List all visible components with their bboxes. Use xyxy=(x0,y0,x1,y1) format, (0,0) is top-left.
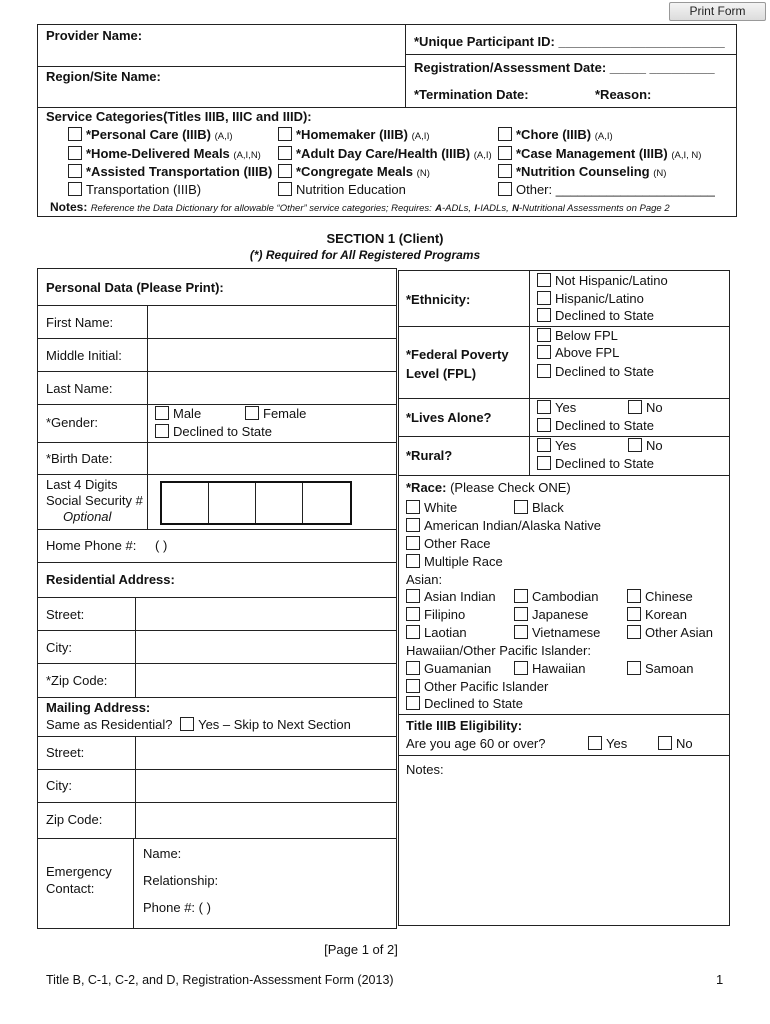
checkbox[interactable] xyxy=(406,696,420,710)
checkbox[interactable] xyxy=(537,345,551,359)
ethnicity-option[interactable]: Declined to State xyxy=(537,308,654,323)
service-assisted-transportation[interactable]: *Assisted Transportation (IIIB) xyxy=(68,164,272,179)
checkbox[interactable] xyxy=(537,308,551,322)
unique-participant-id-label: *Unique Participant ID: _______________________ xyxy=(414,34,725,49)
checkbox[interactable] xyxy=(498,127,512,141)
termination-date-label: *Termination Date: xyxy=(414,87,529,102)
service-congregate-meals[interactable]: *Congregate Meals (N) xyxy=(278,164,430,179)
mailing-zip-label: Zip Code: xyxy=(46,812,103,827)
registration-date-label: Registration/Assessment Date: _____ _________ xyxy=(414,60,715,75)
checkbox[interactable] xyxy=(498,146,512,160)
checkbox[interactable] xyxy=(406,554,420,568)
rural-no[interactable]: No xyxy=(628,438,663,453)
service-nutrition-counseling[interactable]: *Nutrition Counseling (N) xyxy=(498,164,666,179)
mailing-street-label: Street: xyxy=(46,745,85,760)
home-phone-field[interactable]: ( ) xyxy=(155,538,168,553)
checkbox[interactable] xyxy=(628,400,642,414)
ethnicity-option[interactable]: Hispanic/Latino xyxy=(537,291,644,306)
city-field[interactable] xyxy=(136,631,395,663)
ssn-digit-box[interactable] xyxy=(162,483,209,523)
checkbox[interactable] xyxy=(406,589,420,603)
asian-option[interactable]: Chinese xyxy=(627,589,693,604)
gender-female-option[interactable]: Female xyxy=(245,406,306,421)
race-declined[interactable]: Declined to State xyxy=(406,696,523,711)
section-subtitle: (*) Required for All Registered Programs xyxy=(249,248,481,262)
asian-option[interactable]: Other Asian xyxy=(627,625,713,640)
mailing-address-heading: Mailing Address: xyxy=(46,700,151,715)
checkbox[interactable] xyxy=(68,146,82,160)
service-transportation[interactable]: Transportation (IIIB) xyxy=(68,182,201,197)
checkbox[interactable] xyxy=(514,625,528,639)
checkbox[interactable] xyxy=(155,424,169,438)
checkbox[interactable] xyxy=(68,127,82,141)
asian-option[interactable]: Laotian xyxy=(406,625,467,640)
fpl-label: *Federal Poverty Level (FPL) xyxy=(406,347,509,381)
checkbox[interactable] xyxy=(627,607,641,621)
ssn-label: Last 4 Digits Social Security # Optional xyxy=(46,477,143,524)
same-as-residential: Same as Residential? Yes – Skip to Next Section xyxy=(46,717,351,732)
checkbox[interactable] xyxy=(658,736,672,750)
rural-yes[interactable]: Yes xyxy=(537,438,576,453)
fpl-option[interactable]: Above FPL xyxy=(537,345,619,360)
checkbox[interactable] xyxy=(406,607,420,621)
mailing-street-field[interactable] xyxy=(136,737,395,769)
notes-label: Notes: xyxy=(406,762,444,777)
asian-option[interactable]: Cambodian xyxy=(514,589,599,604)
checkbox[interactable] xyxy=(68,164,82,178)
mailing-zip-field[interactable] xyxy=(136,803,395,838)
checkbox[interactable] xyxy=(245,406,259,420)
checkbox[interactable] xyxy=(68,182,82,196)
form-name: Title B, C-1, C-2, and D, Registration-Assessment Form (2013) xyxy=(46,973,394,987)
asian-option[interactable]: Japanese xyxy=(514,607,588,622)
service-nutrition-education[interactable]: Nutrition Education xyxy=(278,182,406,197)
pacific-option[interactable]: Hawaiian xyxy=(514,661,585,676)
checkbox[interactable] xyxy=(514,607,528,621)
same-as-residential-checkbox[interactable] xyxy=(180,717,194,731)
emergency-contact-label: Emergency Contact: xyxy=(46,864,112,896)
last-name-label: Last Name: xyxy=(46,381,113,396)
region-site-name-label: Region/Site Name: xyxy=(46,69,161,84)
checkbox[interactable] xyxy=(537,456,551,470)
birth-date-field[interactable] xyxy=(148,443,395,474)
checkbox[interactable] xyxy=(537,400,551,414)
service-personal-care[interactable]: *Personal Care (IIIB) (A,I) xyxy=(68,127,233,142)
personal-data-heading: Personal Data (Please Print): xyxy=(46,280,224,295)
gender-male-option[interactable]: Male xyxy=(155,406,201,421)
checkbox[interactable] xyxy=(537,364,551,378)
gender-label: *Gender: xyxy=(46,415,99,430)
lives-alone-label: *Lives Alone? xyxy=(406,410,492,425)
first-name-field[interactable] xyxy=(148,306,395,338)
asian-option[interactable]: Asian Indian xyxy=(406,589,496,604)
middle-initial-label: Middle Initial: xyxy=(46,348,122,363)
race-black[interactable]: Black xyxy=(514,500,564,515)
checkbox[interactable] xyxy=(406,625,420,639)
zip-code-field[interactable] xyxy=(136,664,395,697)
last-name-field[interactable] xyxy=(148,372,395,404)
checkbox[interactable] xyxy=(278,164,292,178)
asian-option[interactable]: Filipino xyxy=(406,607,465,622)
page-number: 1 xyxy=(716,972,724,987)
lives-alone-yes[interactable]: Yes xyxy=(537,400,576,415)
rural-declined[interactable]: Declined to State xyxy=(537,456,654,471)
emergency-relationship-label: Relationship: xyxy=(143,873,219,888)
pacific-option[interactable]: Samoan xyxy=(627,661,693,676)
street-field[interactable] xyxy=(136,598,395,630)
section-title: SECTION 1 (Client) xyxy=(326,231,444,246)
eligibility-title: Title IIIB Eligibility: xyxy=(406,718,523,733)
city-label: City: xyxy=(46,640,72,655)
checkbox[interactable] xyxy=(278,146,292,160)
service-categories-title: Service Categories(Titles IIIB, IIIC and IIID): xyxy=(46,109,312,124)
lives-alone-declined[interactable]: Declined to State xyxy=(537,418,654,433)
pacific-option[interactable]: Guamanian xyxy=(406,661,491,676)
rural-label: *Rural? xyxy=(406,448,453,463)
checkbox[interactable] xyxy=(498,164,512,178)
checkbox[interactable] xyxy=(514,661,528,675)
checkbox[interactable] xyxy=(278,127,292,141)
checkbox[interactable] xyxy=(514,589,528,603)
ethnicity-label: *Ethnicity: xyxy=(406,292,471,307)
hawaiian-heading: Hawaiian/Other Pacific Islander: xyxy=(406,643,591,658)
checkbox[interactable] xyxy=(278,182,292,196)
fpl-option[interactable]: Below FPL xyxy=(537,328,618,343)
race-american-indian[interactable]: American Indian/Alaska Native xyxy=(406,518,601,533)
ssn-digit-box[interactable] xyxy=(303,483,350,523)
ethnicity-option[interactable]: Not Hispanic/Latino xyxy=(537,273,668,288)
checkbox[interactable] xyxy=(406,679,420,693)
gender-declined-option[interactable]: Declined to State xyxy=(155,424,272,439)
ssn-digit-box[interactable] xyxy=(256,483,303,523)
asian-option[interactable]: Korean xyxy=(627,607,687,622)
eligibility-yes[interactable]: Yes xyxy=(588,736,627,751)
middle-initial-field[interactable] xyxy=(148,339,395,371)
first-name-label: First Name: xyxy=(46,315,114,330)
checkbox[interactable] xyxy=(627,589,641,603)
service-notes: Notes: Reference the Data Dictionary for allowable “Other” service categories; Requires: A-ADLs, I-IADLs, N-Nutritional Assessments on Page 2 xyxy=(50,200,670,214)
mailing-city-label: City: xyxy=(46,778,72,793)
residential-address-heading: Residential Address: xyxy=(46,572,175,587)
emergency-phone-label: Phone #: ( ) xyxy=(143,900,211,915)
checkbox[interactable] xyxy=(406,500,420,514)
checkbox[interactable] xyxy=(588,736,602,750)
fpl-option[interactable]: Declined to State xyxy=(537,364,654,379)
checkbox[interactable] xyxy=(537,438,551,452)
checkbox[interactable] xyxy=(514,500,528,514)
checkbox[interactable] xyxy=(406,518,420,532)
lives-alone-no[interactable]: No xyxy=(628,400,663,415)
checkbox[interactable] xyxy=(627,625,641,639)
service-other[interactable]: Other: ______________________ xyxy=(498,182,715,197)
home-phone-label: Home Phone #: xyxy=(46,538,137,553)
asian-heading: Asian: xyxy=(406,572,443,587)
race-white[interactable]: White xyxy=(406,500,457,515)
race-other[interactable]: Other Race xyxy=(406,536,490,551)
notes-field[interactable] xyxy=(400,780,728,924)
service-homemaker[interactable]: *Homemaker (IIIB) (A,I) xyxy=(278,127,430,142)
checkbox[interactable] xyxy=(537,273,551,287)
checkbox[interactable] xyxy=(155,406,169,420)
provider-name-label: Provider Name: xyxy=(46,28,143,43)
mailing-city-field[interactable] xyxy=(136,770,395,802)
asian-option[interactable]: Vietnamese xyxy=(514,625,600,640)
service-adult-day-care[interactable]: *Adult Day Care/Health (IIIB) (A,I) xyxy=(278,146,492,161)
checkbox[interactable] xyxy=(406,661,420,675)
service-case-management[interactable]: *Case Management (IIIB) (A,I, N) xyxy=(498,146,701,161)
emergency-name-label: Name: xyxy=(143,846,182,861)
eligibility-question: Are you age 60 or over? xyxy=(406,736,546,751)
checkbox[interactable] xyxy=(406,536,420,550)
page-indicator: [Page 1 of 2] xyxy=(324,942,398,957)
print-form-button[interactable]: Print Form xyxy=(669,2,766,21)
reason-label: *Reason: xyxy=(595,87,652,102)
zip-code-label: *Zip Code: xyxy=(46,673,108,688)
street-label: Street: xyxy=(46,607,85,622)
service-home-delivered-meals[interactable]: *Home-Delivered Meals (A,I,N) xyxy=(68,146,261,161)
service-chore[interactable]: *Chore (IIIB) (A,I) xyxy=(498,127,613,142)
race-multiple[interactable]: Multiple Race xyxy=(406,554,503,569)
ssn-digit-box[interactable] xyxy=(209,483,256,523)
eligibility-no[interactable]: No xyxy=(658,736,693,751)
checkbox[interactable] xyxy=(537,328,551,342)
birth-date-label: *Birth Date: xyxy=(46,451,113,466)
checkbox[interactable] xyxy=(628,438,642,452)
checkbox[interactable] xyxy=(537,418,551,432)
checkbox[interactable] xyxy=(627,661,641,675)
checkbox[interactable] xyxy=(498,182,512,196)
race-other-pacific-islander[interactable]: Other Pacific Islander xyxy=(406,679,548,694)
race-heading: *Race: (Please Check ONE) xyxy=(406,480,571,495)
checkbox[interactable] xyxy=(537,291,551,305)
